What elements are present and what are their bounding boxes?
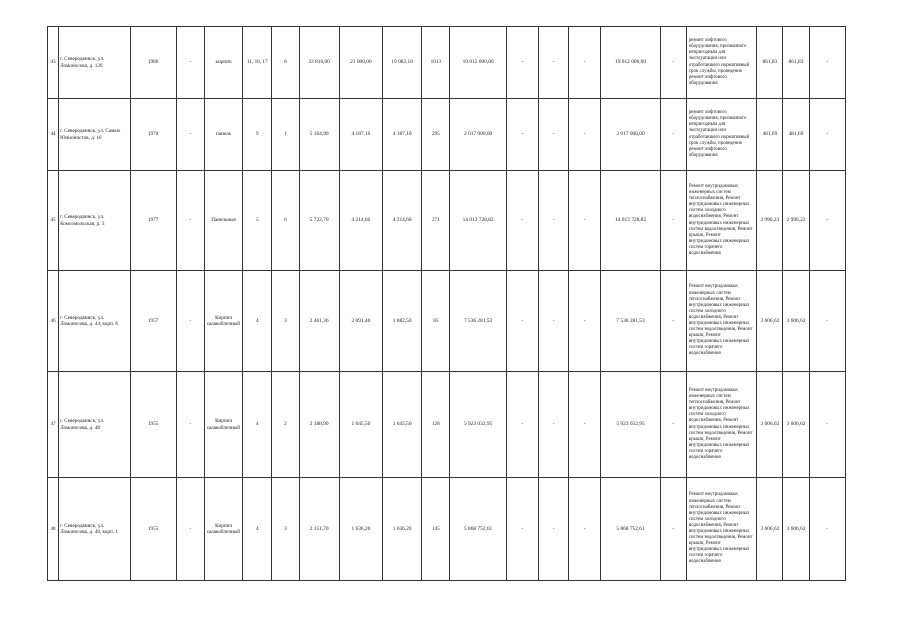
row-number: 44: [48, 99, 59, 171]
area-living-cell: 1 645,50: [339, 372, 382, 478]
address-cell: г. Северодвинск, ул. Ломоносова, д. 44, корп. 6: [59, 271, 130, 372]
cost-local-cell: 5 923 032,95: [601, 372, 660, 478]
dash-cell: -: [538, 271, 568, 372]
works-cell: Ремонт внутридомовых инженерных систем теплоснабжения, Ремонт внутридомовых инженерных систем холодного водоснабжения, Ремонт внутридомовых инженерных систем водоотведения, Ремонт крыши, Ремонт внутридомовых инженерных систем горячего водоснабжения: [686, 372, 756, 478]
floors-cell: 4: [243, 478, 272, 581]
dash-cell: -: [660, 271, 686, 372]
unit-cost-cell: 861,83: [757, 27, 783, 99]
entrances-cell: 1: [272, 99, 299, 171]
table-row: [48, 478, 846, 581]
dash-cell: -: [809, 171, 845, 271]
limit-cost-cell: 3 606,62: [783, 478, 809, 581]
address-cell: г. Северодвинск, ул. Ломоносова, д. 120: [59, 27, 130, 99]
address-cell: г. Северодвинск, ул. Комсомольская, д. 3: [59, 171, 130, 271]
area-total-cell: 5 164,90: [299, 99, 339, 171]
row-number: 45: [48, 171, 59, 271]
cost-total-cell: 2 017 000,00: [450, 99, 506, 171]
year-cell: 1978: [130, 99, 176, 171]
cost-total-cell: 5 923 032,95: [450, 372, 506, 478]
table-row: [48, 99, 846, 171]
material-cell: Кирпич шлакоблочный: [204, 271, 242, 372]
cost-local-cell: 5 868 752,61: [601, 478, 660, 581]
dash-cell: -: [569, 99, 601, 171]
dash-cell: -: [809, 99, 845, 171]
year-cell: 1977: [130, 171, 176, 271]
cost-local-cell: 19 012 000,00: [601, 27, 660, 99]
dash-cell: -: [176, 99, 204, 171]
unit-cost-cell: 481,69: [757, 99, 783, 171]
area-total-cell: 33 816,00: [299, 27, 339, 99]
dash-cell: -: [506, 478, 538, 581]
table-row: [48, 372, 846, 478]
entrances-cell: 8: [272, 27, 299, 99]
cost-local-cell: 14 013 728,82: [601, 171, 660, 271]
floors-cell: 4: [243, 372, 272, 478]
row-number: 43: [48, 27, 59, 99]
works-cell: ремонт лифтового оборудования, признанного непригодным для эксплуатации или отработавшего нормативный срок службы, проведение ремонт лифтового оборудования: [686, 99, 756, 171]
floors-cell: 9: [243, 99, 272, 171]
dash-cell: -: [809, 372, 845, 478]
year-cell: 1955: [130, 478, 176, 581]
area-living-cell: 4 187,10: [339, 99, 382, 171]
area-total-cell: 2 151,70: [299, 478, 339, 581]
area-residents-cell: 1 636,20: [383, 478, 422, 581]
dash-cell: -: [660, 478, 686, 581]
people-cell: 85: [422, 271, 450, 372]
limit-cost-cell: 481,69: [783, 99, 809, 171]
people-cell: 128: [422, 372, 450, 478]
area-residents-cell: 4 187,10: [383, 99, 422, 171]
dash-cell: -: [176, 27, 204, 99]
area-residents-cell: 1 645,50: [383, 372, 422, 478]
dash-cell: -: [506, 99, 538, 171]
cost-local-cell: 7 536 281,53: [601, 271, 660, 372]
dash-cell: -: [176, 271, 204, 372]
area-residents-cell: 19 082,10: [383, 27, 422, 99]
address-cell: г. Северодвинск, ул. Самых Юнионистов, д. 16: [59, 99, 130, 171]
dash-cell: -: [660, 372, 686, 478]
area-total-cell: 5 722,70: [299, 171, 339, 271]
material-cell: Кирпич шлакоблочный: [204, 478, 242, 581]
table-row: [48, 271, 846, 372]
entrances-cell: 6: [272, 171, 299, 271]
dash-cell: -: [538, 372, 568, 478]
limit-cost-cell: 3 606,62: [783, 372, 809, 478]
works-cell: ремонт лифтового оборудования, признанного непригодным для эксплуатации или отработавшего нормативный срок службы, проведение ремонт лифтового оборудования: [686, 27, 756, 99]
limit-cost-cell: 2 996,23: [783, 171, 809, 271]
capital-repair-table: [47, 26, 846, 581]
dash-cell: -: [176, 372, 204, 478]
dash-cell: -: [538, 99, 568, 171]
dash-cell: -: [506, 271, 538, 372]
dash-cell: -: [569, 372, 601, 478]
cost-total-cell: 5 868 752,61: [450, 478, 506, 581]
dash-cell: -: [660, 171, 686, 271]
area-residents-cell: 1 882,50: [383, 271, 422, 372]
year-cell: 1986: [130, 27, 176, 99]
area-total-cell: 2 188,90: [299, 372, 339, 478]
material-cell: кирпич: [204, 27, 242, 99]
dash-cell: -: [809, 478, 845, 581]
dash-cell: -: [506, 27, 538, 99]
row-number: 46: [48, 271, 59, 372]
dash-cell: -: [660, 27, 686, 99]
cost-total-cell: 7 536 281,53: [450, 271, 506, 372]
unit-cost-cell: 3 606,62: [757, 372, 783, 478]
table-row: [48, 171, 846, 271]
row-number: 47: [48, 372, 59, 478]
unit-cost-cell: 2 996,23: [757, 171, 783, 271]
address-cell: г. Северодвинск, ул. Ломоносова, д. 48, корп. 1: [59, 478, 130, 581]
year-cell: 1955: [130, 372, 176, 478]
year-cell: 1957: [130, 271, 176, 372]
address-cell: г. Северодвинск, ул. Ломоносова, д. 48: [59, 372, 130, 478]
dash-cell: -: [506, 171, 538, 271]
material-cell: Панельные: [204, 171, 242, 271]
dash-cell: -: [569, 27, 601, 99]
entrances-cell: 3: [272, 271, 299, 372]
area-living-cell: 4 214,60: [339, 171, 382, 271]
material-cell: Кирпич шлакоблочный: [204, 372, 242, 478]
dash-cell: -: [538, 27, 568, 99]
limit-cost-cell: 861,83: [783, 27, 809, 99]
people-cell: 295: [422, 99, 450, 171]
people-cell: 1013: [422, 27, 450, 99]
cost-local-cell: 2 017 000,00: [601, 99, 660, 171]
dash-cell: -: [176, 478, 204, 581]
people-cell: 271: [422, 171, 450, 271]
floors-cell: 11, 10, 17: [243, 27, 272, 99]
material-cell: панель: [204, 99, 242, 171]
area-living-cell: 21 000,00: [339, 27, 382, 99]
entrances-cell: 3: [272, 478, 299, 581]
people-cell: 145: [422, 478, 450, 581]
dash-cell: -: [569, 271, 601, 372]
entrances-cell: 2: [272, 372, 299, 478]
dash-cell: -: [569, 478, 601, 581]
area-residents-cell: 4 214,60: [383, 171, 422, 271]
dash-cell: -: [809, 27, 845, 99]
works-cell: Ремонт внутридомовых инженерных систем теплоснабжения, Ремонт внутридомовых инженерных систем холодного водоснабжения, Ремонт внутридомовых инженерных систем водоотведения, Ремонт крыши, Ремонт внутридомовых инженерных систем горячего водоснабжения: [686, 271, 756, 372]
works-cell: Ремонт внутридомовых инженерных систем теплоснабжения, Ремонт внутридомовых инженерных систем холодного водоснабжения, Ремонт внутридомовых инженерных систем водоотведения, Ремонт крыши, Ремонт внутридомовых инженерных систем горячего водоснабжения: [686, 171, 756, 271]
limit-cost-cell: 3 606,62: [783, 271, 809, 372]
dash-cell: -: [538, 478, 568, 581]
dash-cell: -: [176, 171, 204, 271]
table-row: [48, 27, 846, 99]
area-living-cell: 2 091,40: [339, 271, 382, 372]
cost-total-cell: 14 013 728,82: [450, 171, 506, 271]
works-cell: Ремонт внутридомовых инженерных систем теплоснабжения, Ремонт внутридомовых инженерных систем холодного водоснабжения, Ремонт внутридомовых инженерных систем водоотведения, Ремонт крыши, Ремонт внутридомовых инженерных систем горячего водоснабжения: [686, 478, 756, 581]
unit-cost-cell: 3 606,62: [757, 478, 783, 581]
area-living-cell: 1 636,20: [339, 478, 382, 581]
floors-cell: 4: [243, 271, 272, 372]
dash-cell: -: [660, 99, 686, 171]
row-number: 48: [48, 478, 59, 581]
floors-cell: 5: [243, 171, 272, 271]
dash-cell: -: [506, 372, 538, 478]
cost-total-cell: 19 012 000,00: [450, 27, 506, 99]
area-total-cell: 2 461,36: [299, 271, 339, 372]
dash-cell: -: [569, 171, 601, 271]
dash-cell: -: [538, 171, 568, 271]
dash-cell: -: [809, 271, 845, 372]
unit-cost-cell: 3 606,62: [757, 271, 783, 372]
